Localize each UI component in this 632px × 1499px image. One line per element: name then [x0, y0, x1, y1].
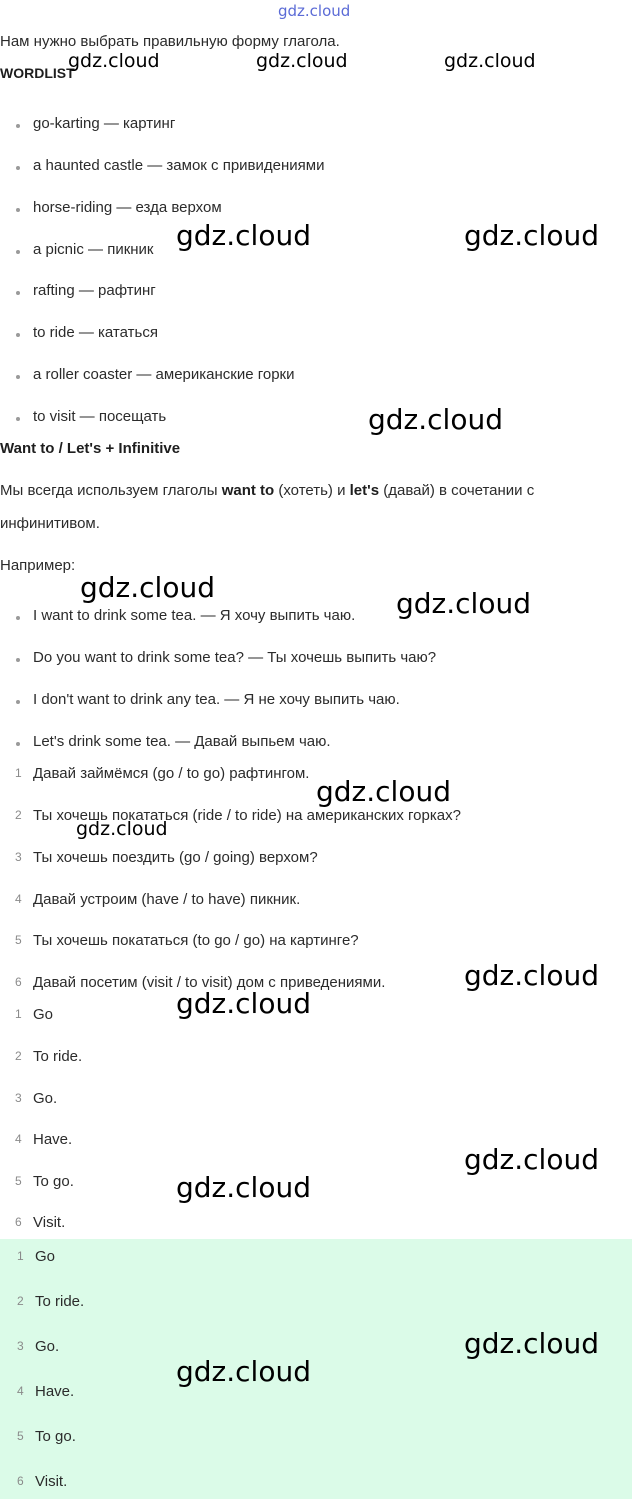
watermark: gdz.cloud [256, 50, 348, 72]
grammar-title: Want to / Let's + Infinitive [0, 440, 181, 457]
bullet-icon [16, 124, 20, 128]
watermark: gdz.cloud [464, 959, 599, 992]
watermark-top: gdz.cloud [278, 2, 351, 20]
bullet-icon [16, 616, 20, 620]
bullet-icon [16, 742, 20, 746]
watermark: gdz.cloud [464, 1143, 599, 1176]
bullet-icon [16, 333, 20, 337]
watermark: gdz.cloud [176, 1171, 311, 1204]
bullet-icon [16, 166, 20, 170]
watermark: gdz.cloud [176, 1355, 311, 1388]
watermark: gdz.cloud [176, 219, 311, 252]
wordlist-title: WORDLIST [0, 65, 75, 81]
bullet-icon [16, 700, 20, 704]
watermark: gdz.cloud [444, 50, 536, 72]
watermark: gdz.cloud [464, 1327, 599, 1360]
grammar-text-line2: инфинитивом. [0, 515, 100, 532]
intro-text: Нам нужно выбрать правильную форму глагола. [0, 33, 340, 50]
answer-box [0, 1239, 632, 1499]
bullet-icon [16, 208, 20, 212]
bullet-icon [16, 375, 20, 379]
watermark: gdz.cloud [464, 219, 599, 252]
watermark: gdz.cloud [176, 987, 311, 1020]
bullet-icon [16, 250, 20, 254]
watermark: gdz.cloud [316, 775, 451, 808]
bullet-icon [16, 658, 20, 662]
watermark: gdz.cloud [396, 587, 531, 620]
watermark: gdz.cloud [80, 571, 215, 604]
example-label: Например: [0, 557, 76, 574]
bullet-icon [16, 291, 20, 295]
watermark: gdz.cloud [68, 50, 160, 72]
grammar-text: Мы всегда используем глаголы want to (хотеть) и let's (давай) в сочетании с [0, 482, 535, 499]
watermark: gdz.cloud [368, 403, 503, 436]
watermark: gdz.cloud [76, 818, 168, 840]
bullet-icon [16, 417, 20, 421]
